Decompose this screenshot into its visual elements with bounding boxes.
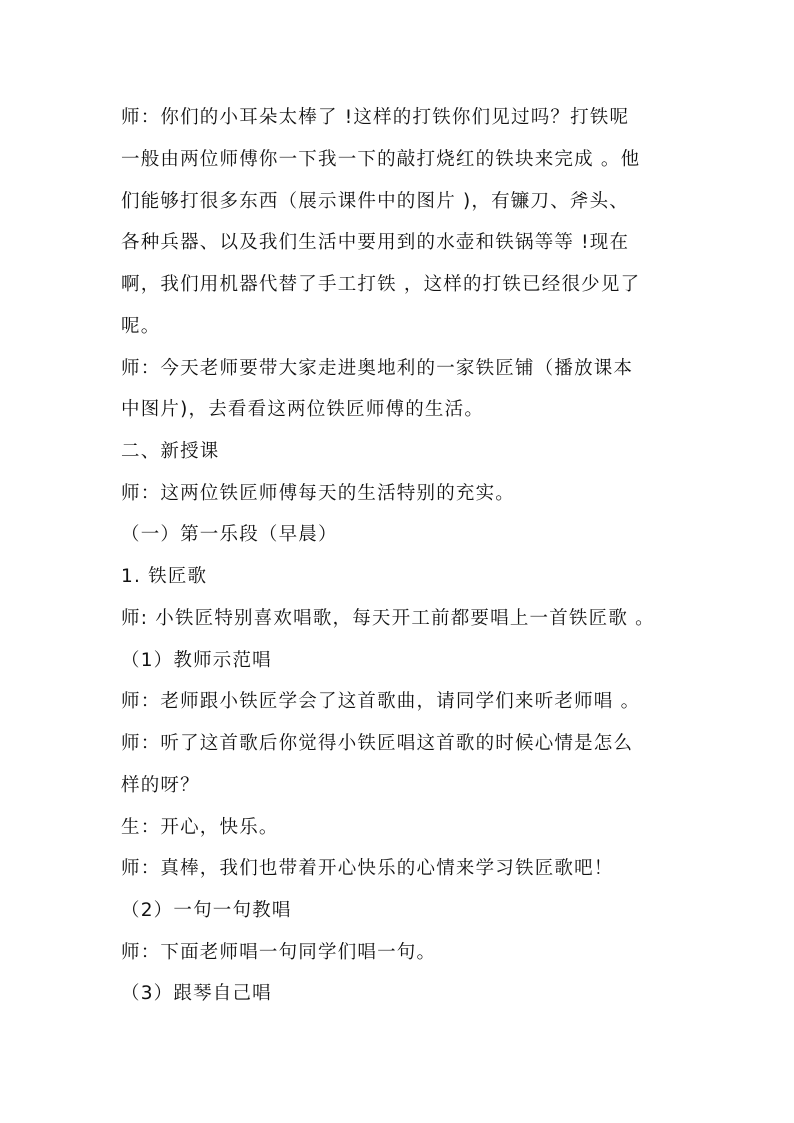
text-line: 一般由两位师傅你一下我一下的敲打烧红的铁块来完成 。他	[121, 149, 641, 170]
text-line: 师：这两位铁匠师傅每天的生活特别的充实。	[121, 483, 516, 504]
text-line: 师：今天老师要带大家走进奥地利的一家铁匠铺（播放课本	[121, 358, 634, 379]
text-line: 样的呀？	[121, 775, 200, 796]
subsection-heading: （2）一句一句教唱	[121, 900, 292, 921]
text-line: 们能够打很多东西（展示课件中的图片 )，有镰刀、斧头、	[121, 191, 630, 212]
text-line: 师: 小铁匠特别喜欢唱歌，每天开工前都要唱上一首铁匠歌 。	[121, 608, 655, 629]
section-heading: 二、新授课	[121, 441, 220, 462]
text-line: 师：真棒，我们也带着开心快乐的心情来学习铁匠歌吧！	[121, 858, 614, 879]
subsection-heading: 1. 铁匠歌	[121, 566, 208, 587]
subsection-heading: （一）第一乐段（早晨）	[121, 524, 338, 545]
text-line: 各种兵器、以及我们生活中要用到的水壶和铁锅等等 !现在	[121, 232, 630, 253]
text-line: 中图片)，去看看这两位铁匠师傅的生活。	[121, 399, 485, 420]
text-line: 师：你们的小耳朵太棒了 !这样的打铁你们见过吗？打铁呢	[121, 107, 630, 128]
text-line: 啊，我们用机器代替了手工打铁 ，这样的打铁已经很少见了	[121, 274, 641, 295]
text-line: 师：下面老师唱一句同学们唱一句。	[121, 942, 437, 963]
text-line: 师：老师跟小铁匠学会了这首歌曲，请同学们来听老师唱 。	[121, 691, 641, 712]
subsection-heading: （1）教师示范唱	[121, 650, 272, 671]
text-line: 生：开心，快乐。	[121, 817, 279, 838]
text-line: 呢。	[121, 316, 161, 337]
text-line: 师：听了这首歌后你觉得小铁匠唱这首歌的时候心情是怎么	[121, 733, 634, 754]
subsection-heading: （3）跟琴自己唱	[121, 983, 272, 1004]
